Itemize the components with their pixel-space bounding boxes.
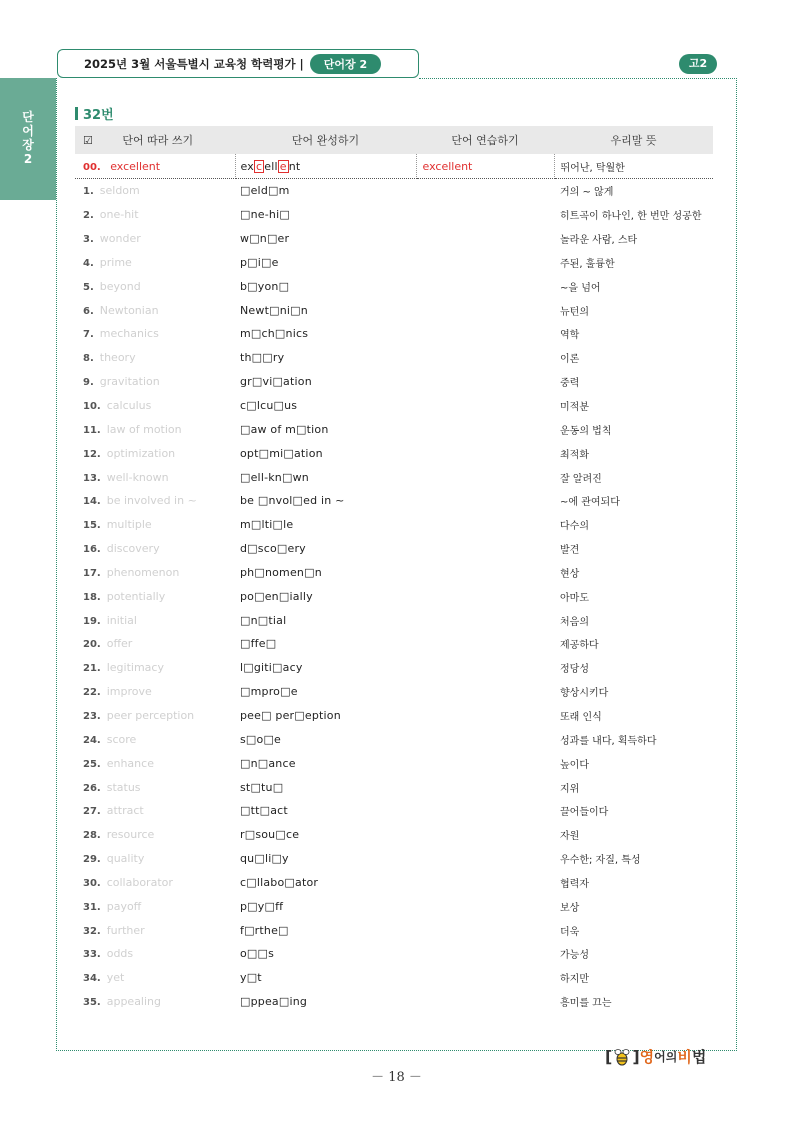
blank-word-cell: s□o□e <box>240 732 282 746</box>
content-frame-top-border <box>419 78 737 79</box>
row-number: 3. <box>83 234 94 246</box>
meaning-cell: 히트곡이 하나인, 한 번만 성공한 <box>560 211 702 223</box>
trace-word-cell <box>75 251 235 275</box>
example-word-cell <box>75 154 235 179</box>
question-label: 32번 <box>83 108 114 123</box>
practice-cell[interactable] <box>416 203 554 227</box>
practice-cell[interactable] <box>416 251 554 275</box>
example-practice-cell: excellent <box>416 154 554 179</box>
practice-cell[interactable] <box>416 513 554 537</box>
blank-word-cell: □tt□act <box>240 804 288 818</box>
meaning-cell: 아마도 <box>560 592 589 604</box>
row-number: 2. <box>83 210 94 222</box>
blank-word-cell: □ppea□ing <box>240 995 308 1009</box>
example-filled-letter: c <box>255 159 263 173</box>
logo-bracket-left: [ <box>605 1047 613 1066</box>
table-row <box>75 441 713 465</box>
trace-word-cell <box>75 894 235 918</box>
trace-word: yet <box>106 971 125 985</box>
blank-word-cell: th□□ry <box>240 351 285 365</box>
blank-word-cell: c□llabo□ator <box>240 875 319 889</box>
row-number: 4. <box>83 257 94 269</box>
question-number <box>75 104 114 123</box>
trace-word-cell <box>75 608 235 632</box>
example-meaning-cell: 뛰어난, 탁월한 <box>554 154 713 179</box>
meaning-cell: 하지만 <box>560 974 589 986</box>
table-row <box>75 942 713 966</box>
table-row <box>75 584 713 608</box>
table-row <box>75 894 713 918</box>
meaning-cell: 발견 <box>560 545 580 557</box>
blank-word-cell: gr□vi□ation <box>240 375 312 389</box>
trace-word: Newtonian <box>99 303 159 317</box>
header-complete-col: 단어 완성하기 <box>235 126 416 154</box>
table-row <box>75 918 713 942</box>
practice-cell[interactable] <box>416 966 554 990</box>
table-row <box>75 203 713 227</box>
practice-cell[interactable] <box>416 823 554 847</box>
table-row <box>75 179 713 203</box>
table-row <box>75 775 713 799</box>
blank-word-cell: o□□s <box>240 947 275 961</box>
blank-word-cell: l□giti□acy <box>240 661 303 675</box>
practice-cell[interactable] <box>416 465 554 489</box>
practice-cell[interactable] <box>416 704 554 728</box>
meaning-cell: 최적화 <box>560 449 589 461</box>
table-row <box>75 704 713 728</box>
trace-word-cell <box>75 203 235 227</box>
meaning-cell: 끌어들이다 <box>560 807 609 819</box>
practice-cell[interactable] <box>416 561 554 585</box>
blank-word-cell: b□yon□ <box>240 279 290 293</box>
bee-icon <box>614 1048 630 1066</box>
side-tab-char: 2 <box>23 152 33 166</box>
trace-word-cell <box>75 823 235 847</box>
header-practice-col: 단어 연습하기 <box>416 126 554 154</box>
table-row <box>75 727 713 751</box>
meaning-cell: 현상 <box>560 568 580 580</box>
trace-word: well-known <box>106 470 169 484</box>
meaning-cell: 자원 <box>560 831 580 843</box>
meaning-cell: 성과를 내다, 획득하다 <box>560 735 657 747</box>
table-row <box>75 656 713 680</box>
blank-word-cell: f□rthe□ <box>240 923 289 937</box>
meaning-cell: 가능성 <box>560 950 589 962</box>
practice-cell[interactable] <box>416 489 554 513</box>
header-copy-col <box>75 126 235 154</box>
blank-word-cell: □ell-kn□wn <box>240 470 309 484</box>
trace-word-cell <box>75 918 235 942</box>
table-row <box>75 870 713 894</box>
blank-word-cell: c□lcu□us <box>240 399 298 413</box>
meaning-cell: 또래 인식 <box>560 711 602 723</box>
blank-word-cell: opt□mi□ation <box>240 446 323 460</box>
table-row <box>75 608 713 632</box>
blank-word-cell: m□lti□le <box>240 518 294 532</box>
blank-word-cell: m□ch□nics <box>240 327 309 341</box>
row-number: 34. <box>83 973 101 985</box>
trace-word: prime <box>99 255 132 269</box>
table-row <box>75 465 713 489</box>
trace-word: calculus <box>106 399 152 413</box>
checkbox-icon: ☑ <box>83 134 93 147</box>
side-chapter-tab <box>0 78 56 200</box>
table-row <box>75 513 713 537</box>
trace-word: phenomenon <box>106 565 180 579</box>
blank-word-cell: □mpro□e <box>240 685 298 699</box>
meaning-cell: 높이다 <box>560 759 589 771</box>
example-blank-part: nt <box>288 159 301 173</box>
row-number: 9. <box>83 377 94 389</box>
trace-word: further <box>106 923 145 937</box>
exam-title-box <box>57 49 419 78</box>
row-number: 15. <box>83 520 101 532</box>
meaning-cell: 미적분 <box>560 402 589 414</box>
meaning-cell: 주된, 훌륭한 <box>560 258 615 270</box>
logo-text: 영 <box>639 1048 655 1066</box>
practice-cell[interactable] <box>416 394 554 418</box>
trace-word: odds <box>106 947 134 961</box>
blank-word-cell: □n□ance <box>240 756 296 770</box>
blank-word-cell: p□i□e <box>240 255 279 269</box>
trace-word-cell <box>75 990 235 1014</box>
trace-word-cell <box>75 656 235 680</box>
practice-cell[interactable] <box>416 847 554 871</box>
practice-cell[interactable] <box>416 632 554 656</box>
example-filled-letter: e <box>279 159 287 173</box>
trace-word-cell <box>75 489 235 513</box>
row-number: 33. <box>83 949 101 961</box>
trace-word-cell <box>75 680 235 704</box>
trace-word: potentially <box>106 589 166 603</box>
row-number: 26. <box>83 782 101 794</box>
trace-word-cell <box>75 274 235 298</box>
practice-cell[interactable] <box>416 942 554 966</box>
trace-word-cell <box>75 537 235 561</box>
meaning-cell: 운동의 법칙 <box>560 425 612 437</box>
trace-word-cell <box>75 179 235 203</box>
example-blank-part: ex <box>240 159 254 173</box>
trace-word-cell <box>75 584 235 608</box>
meaning-cell: 우수한; 자질, 특성 <box>560 855 641 867</box>
trace-word: wonder <box>99 232 141 246</box>
trace-word: initial <box>106 613 137 627</box>
meaning-cell: 다수의 <box>560 521 589 533</box>
table-row <box>75 298 713 322</box>
trace-word-cell <box>75 561 235 585</box>
trace-word-cell <box>75 632 235 656</box>
trace-word: collaborator <box>106 875 173 889</box>
row-number: 23. <box>83 710 101 722</box>
blank-word-cell: p□y□ff <box>240 899 284 913</box>
meaning-cell: 이론 <box>560 354 580 366</box>
practice-cell[interactable] <box>416 298 554 322</box>
trace-word: multiple <box>106 518 152 532</box>
blank-word-cell: w□n□er <box>240 232 290 246</box>
practice-cell[interactable] <box>416 680 554 704</box>
logo-text: 어의 <box>654 1050 678 1064</box>
table-row <box>75 799 713 823</box>
meaning-cell: 뉴턴의 <box>560 306 589 318</box>
practice-cell[interactable] <box>416 537 554 561</box>
row-number: 32. <box>83 925 101 937</box>
practice-cell[interactable] <box>416 179 554 203</box>
blank-word-cell: r□sou□ce <box>240 828 300 842</box>
table-row <box>75 751 713 775</box>
meaning-cell: 향상시키다 <box>560 688 609 700</box>
table-row <box>75 417 713 441</box>
meaning-cell: 제공하다 <box>560 640 599 652</box>
example-word: excellent <box>110 159 161 173</box>
blank-word-cell: □ne-hi□ <box>240 208 290 222</box>
meaning-cell: 중력 <box>560 378 580 390</box>
trace-word: status <box>106 780 141 794</box>
trace-word: discovery <box>106 542 160 556</box>
blank-word-cell: po□en□ially <box>240 589 313 603</box>
trace-word: payoff <box>106 899 142 913</box>
wordbook-pill: 단어장 2 <box>310 54 381 74</box>
trace-word: attract <box>106 804 144 818</box>
side-tab-char: 단 <box>22 110 34 124</box>
practice-cell[interactable] <box>416 370 554 394</box>
trace-word-cell <box>75 298 235 322</box>
table-header-row <box>75 126 713 154</box>
blank-word-cell: st□tu□ <box>240 780 284 794</box>
practice-cell[interactable] <box>416 441 554 465</box>
practice-cell[interactable] <box>416 799 554 823</box>
trace-word-cell <box>75 727 235 751</box>
trace-word-cell <box>75 513 235 537</box>
row-number: 6. <box>83 305 94 317</box>
blank-word-cell: □aw of m□tion <box>240 422 329 436</box>
row-number: 22. <box>83 687 101 699</box>
trace-word: score <box>106 732 137 746</box>
table-row <box>75 966 713 990</box>
blank-word-cell: qu□li□y <box>240 852 289 866</box>
trace-word: seldom <box>99 184 140 198</box>
trace-word: improve <box>106 685 152 699</box>
trace-word: appealing <box>106 995 161 1009</box>
row-number: 8. <box>83 353 94 365</box>
trace-word-cell <box>75 322 235 346</box>
trace-word: law of motion <box>106 422 182 436</box>
blank-word-cell: pee□ per□eption <box>240 708 341 722</box>
trace-word: theory <box>99 351 136 365</box>
row-number: 27. <box>83 806 101 818</box>
side-tab-char: 장 <box>22 138 34 152</box>
row-number: 16. <box>83 544 101 556</box>
row-number: 11. <box>83 424 101 436</box>
trace-word: enhance <box>106 756 154 770</box>
grade-badge: 고2 <box>679 54 717 74</box>
row-number: 10. <box>83 401 101 413</box>
practice-cell[interactable] <box>416 584 554 608</box>
table-row <box>75 561 713 585</box>
meaning-cell: 정당성 <box>560 664 589 676</box>
table-row <box>75 632 713 656</box>
row-number: 19. <box>83 615 101 627</box>
row-number: 35. <box>83 997 101 1009</box>
trace-word: peer perception <box>106 708 195 722</box>
table-row <box>75 394 713 418</box>
trace-word: gravitation <box>99 375 160 389</box>
table-row <box>75 847 713 871</box>
trace-word: quality <box>106 852 145 866</box>
row-number: 7. <box>83 329 94 341</box>
practice-cell[interactable] <box>416 990 554 1014</box>
trace-word: mechanics <box>99 327 159 341</box>
practice-cell[interactable] <box>416 656 554 680</box>
table-row <box>75 990 713 1014</box>
trace-word-cell <box>75 346 235 370</box>
side-tab-char: 어 <box>22 124 34 138</box>
table-row <box>75 680 713 704</box>
meaning-cell: 거의 ~ 않게 <box>560 187 614 199</box>
example-number: 00. <box>83 161 101 173</box>
meaning-cell: 보상 <box>560 902 580 914</box>
table-row <box>75 346 713 370</box>
table-row <box>75 251 713 275</box>
meaning-cell: 놀라운 사람, 스타 <box>560 235 638 247</box>
exam-title: 2025년 3월 서울특별시 교육청 학력평가 | <box>84 56 304 71</box>
page-number: － 18 － <box>371 1070 422 1085</box>
example-blank-part: ell <box>264 159 278 173</box>
trace-word-cell <box>75 775 235 799</box>
row-number: 20. <box>83 639 101 651</box>
trace-word: one-hit <box>99 208 139 222</box>
header-copy-label: 단어 따라 쓰기 <box>122 134 194 147</box>
table-row <box>75 227 713 251</box>
blank-word-cell: □eld□m <box>240 184 290 198</box>
blank-word-cell: ph□nomen□n <box>240 565 322 579</box>
row-number: 24. <box>83 734 101 746</box>
practice-cell[interactable] <box>416 417 554 441</box>
blank-word-cell: be □nvol□ed in ~ <box>240 494 345 508</box>
row-number: 1. <box>83 186 94 198</box>
word-table <box>75 126 713 1014</box>
practice-cell[interactable] <box>416 775 554 799</box>
logo-bracket-right: ] <box>632 1047 640 1066</box>
meaning-cell: ~에 관여되다 <box>560 497 620 509</box>
table-row <box>75 274 713 298</box>
example-blank-cell <box>235 154 416 179</box>
row-number: 17. <box>83 567 101 579</box>
practice-cell[interactable] <box>416 918 554 942</box>
meaning-cell: 흥미를 끄는 <box>560 998 612 1010</box>
trace-word: legitimacy <box>106 661 164 675</box>
table-row <box>75 322 713 346</box>
meaning-cell: 더욱 <box>560 926 580 938</box>
meaning-cell: 역학 <box>560 330 580 342</box>
row-number: 28. <box>83 830 101 842</box>
trace-word: offer <box>106 637 133 651</box>
trace-word: resource <box>106 828 155 842</box>
meaning-cell: ~을 넘어 <box>560 282 601 294</box>
trace-word-cell <box>75 966 235 990</box>
trace-word: optimization <box>106 446 176 460</box>
question-marker-bar <box>75 107 78 120</box>
table-row <box>75 823 713 847</box>
blank-word-cell: d□sco□ery <box>240 542 306 556</box>
row-number: 21. <box>83 663 101 675</box>
trace-word-cell <box>75 870 235 894</box>
blank-word-cell: Newt□ni□n <box>240 303 308 317</box>
trace-word-cell <box>75 942 235 966</box>
meaning-cell: 잘 알려진 <box>560 473 602 485</box>
trace-word-cell <box>75 799 235 823</box>
trace-word-cell <box>75 370 235 394</box>
logo-text: 법 <box>691 1048 707 1066</box>
practice-cell[interactable] <box>416 346 554 370</box>
header-meaning-col: 우리말 뜻 <box>554 126 713 154</box>
meaning-cell: 협력자 <box>560 878 589 890</box>
practice-cell[interactable] <box>416 751 554 775</box>
row-number: 18. <box>83 591 101 603</box>
brand-logo <box>605 1046 706 1067</box>
logo-text: 비 <box>677 1048 692 1066</box>
trace-word-cell <box>75 441 235 465</box>
row-number: 14. <box>83 496 101 508</box>
example-row <box>75 154 713 179</box>
practice-cell[interactable] <box>416 727 554 751</box>
practice-cell[interactable] <box>416 274 554 298</box>
row-number: 30. <box>83 877 101 889</box>
blank-word-cell: □n□tial <box>240 613 287 627</box>
row-number: 31. <box>83 901 101 913</box>
practice-cell[interactable] <box>416 894 554 918</box>
meaning-cell: 지위 <box>560 783 580 795</box>
row-number: 29. <box>83 854 101 866</box>
practice-cell[interactable] <box>416 608 554 632</box>
trace-word-cell <box>75 751 235 775</box>
row-number: 5. <box>83 281 94 293</box>
trace-word-cell <box>75 704 235 728</box>
row-number: 12. <box>83 448 101 460</box>
trace-word-cell <box>75 465 235 489</box>
table-row <box>75 489 713 513</box>
row-number: 13. <box>83 472 101 484</box>
row-number: 25. <box>83 758 101 770</box>
practice-cell[interactable] <box>416 870 554 894</box>
trace-word-cell <box>75 847 235 871</box>
practice-cell[interactable] <box>416 227 554 251</box>
trace-word-cell <box>75 227 235 251</box>
blank-word-cell: □ffe□ <box>240 637 277 651</box>
table-row <box>75 370 713 394</box>
table-row <box>75 537 713 561</box>
meaning-cell: 처음의 <box>560 616 589 628</box>
trace-word-cell <box>75 394 235 418</box>
trace-word: be involved in ~ <box>106 494 197 508</box>
practice-cell[interactable] <box>416 322 554 346</box>
trace-word: beyond <box>99 279 141 293</box>
trace-word-cell <box>75 417 235 441</box>
blank-word-cell: y□t <box>240 971 262 985</box>
